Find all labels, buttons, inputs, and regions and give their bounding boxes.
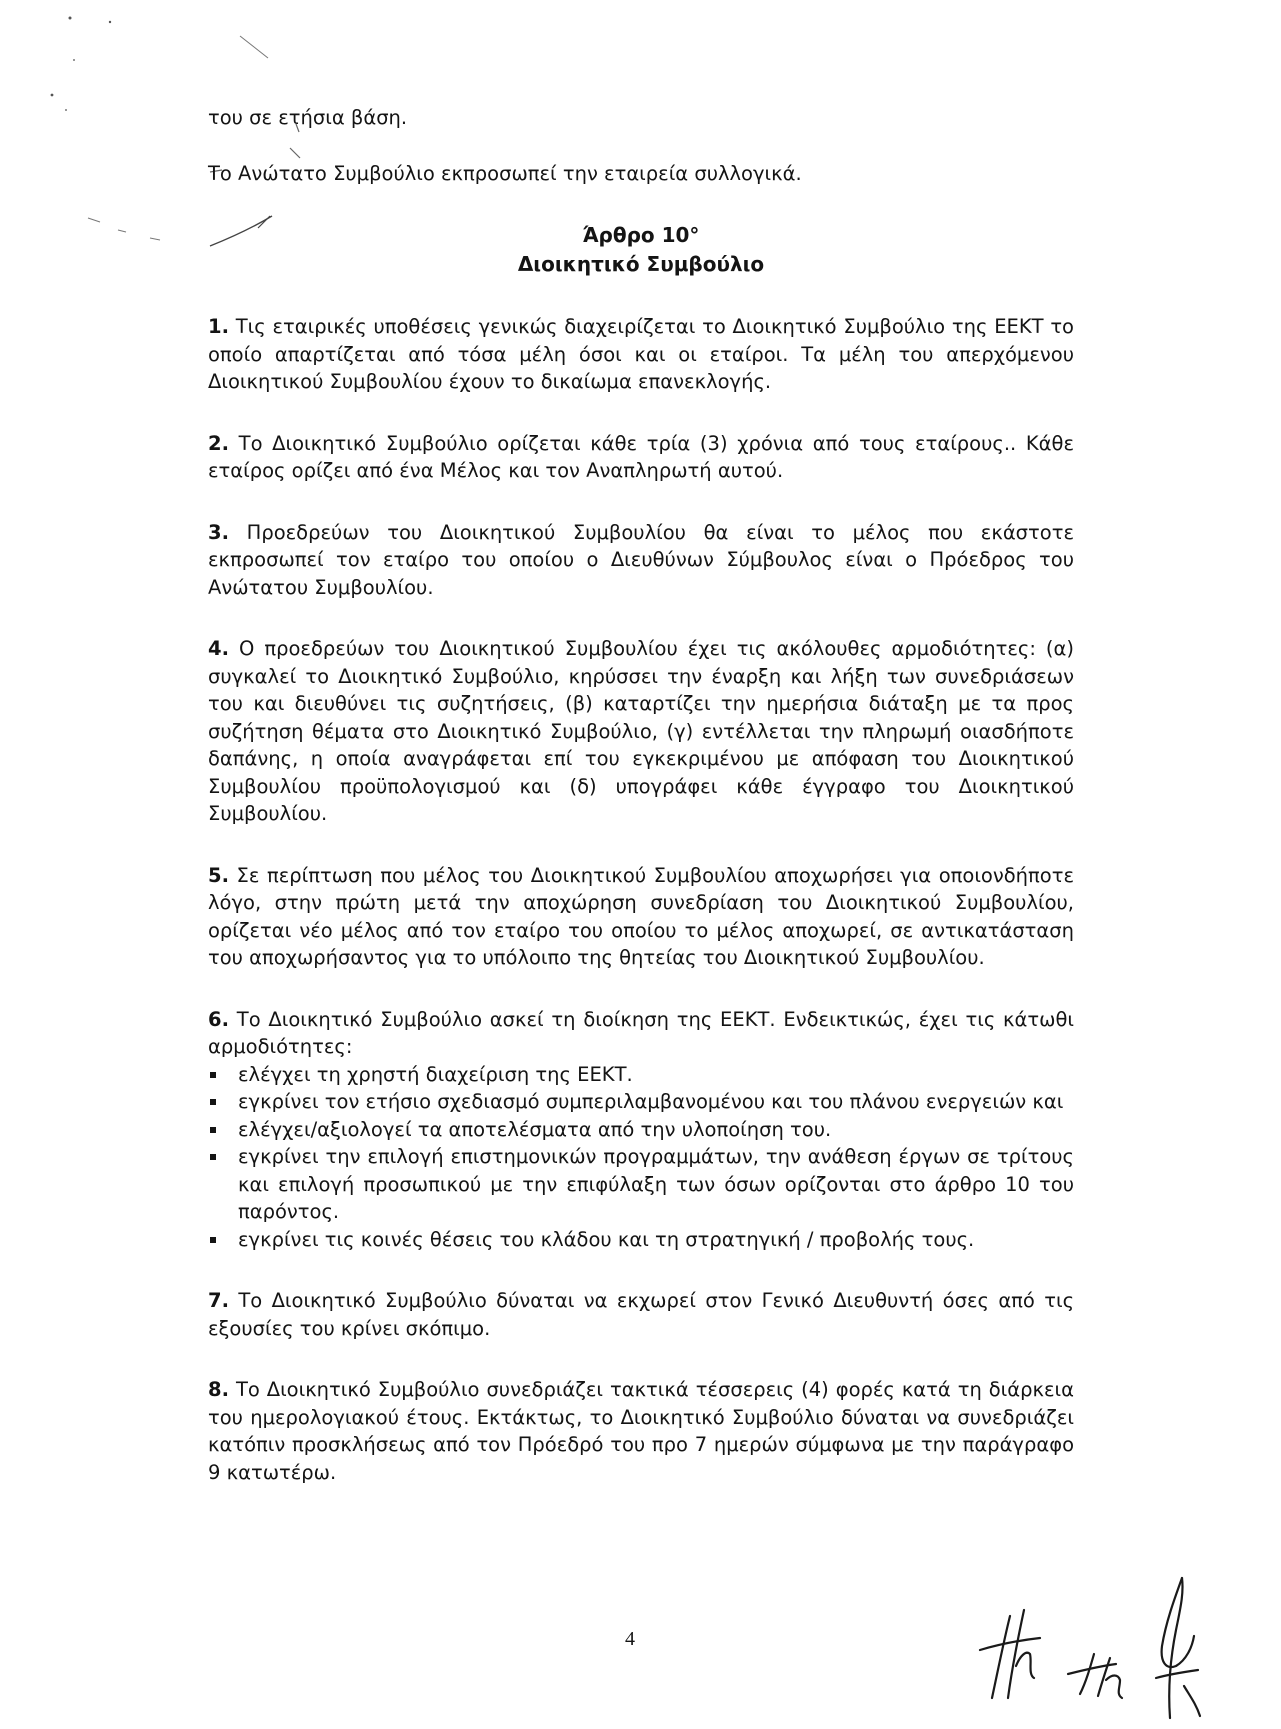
paragraph-text: Τις εταιρικές υποθέσεις γενικώς διαχειρίζεται το Διοικητικό Συμβούλιο της ΕΕΚΤ το οποίο απαρτίζεται από τόσα μέλη όσοι και οι εταίροι. Τα μέλη του απερχόμενου Διοικητικού Συμβουλίου έχουν το δικαίωμα επανεκλογής.	[208, 315, 1074, 393]
paragraph-1	[208, 313, 1074, 396]
article-heading	[208, 221, 1074, 279]
paragraph-2	[208, 430, 1074, 485]
paragraph-3	[208, 519, 1074, 602]
article-number: Άρθρο 10°	[582, 223, 700, 247]
list-item: εγκρίνει τον ετήσιο σχεδιασμό συμπεριλαμβανομένου και του πλάνου ενεργειών και	[208, 1088, 1074, 1116]
list-item: ελέγχει τη χρηστή διαχείριση της ΕΕΚΤ.	[208, 1061, 1074, 1089]
paragraph-number: 1.	[208, 315, 229, 338]
intro-line: Το Ανώτατο Συμβούλιο εκπροσωπεί την εταιρεία συλλογικά.	[208, 161, 802, 185]
paragraph-number: 4.	[208, 637, 229, 660]
paragraph-5	[208, 862, 1074, 972]
paragraph-number: 5.	[208, 863, 229, 887]
paragraph-text: Το Διοικητικό Συμβούλιο ασκεί τη διοίκηση της ΕΕΚΤ. Ενδεικτικώς, έχει τις κάτωθι αρμοδιότητες:	[208, 1007, 1074, 1058]
paragraph-number: 6.	[208, 1007, 229, 1031]
paragraph-number: 3.	[208, 520, 229, 544]
paragraph-text: Το Διοικητικό Συμβούλιο ορίζεται κάθε τρία (3) χρόνια από τους εταίρους.. Κάθε εταίρος ορίζει από ένα Μέλος και τον Αναπληρωτή αυτού.	[208, 431, 1074, 482]
paragraph-8	[208, 1376, 1074, 1486]
paragraph-6	[208, 1006, 1074, 1061]
list-item: εγκρίνει την επιλογή επιστημονικών προγραμμάτων, την ανάθεση έργων σε τρίτους και επιλογή προσωπικού με την επιφύλαξη των όσων ορίζονται στο άρθρο 10 του παρόντος.	[208, 1143, 1074, 1226]
paragraph-text: Προεδρεύων του Διοικητικού Συμβουλίου θα είναι το μέλος που εκάστοτε εκπροσωπεί τον εταίρο του οποίου ο Διευθύνων Σύμβουλος είναι ο Πρόεδρος του Ανώτατου Συμβουλίου.	[208, 520, 1074, 599]
list-item: εγκρίνει τις κοινές θέσεις του κλάδου και τη στρατηγική / προβολής τους.	[208, 1226, 1074, 1254]
paragraph-number: 7.	[208, 1289, 229, 1312]
list-item: ελέγχει/αξιολογεί τα αποτελέσματα από την υλοποίηση του.	[208, 1116, 1074, 1144]
paragraph-4	[208, 635, 1074, 828]
handwritten-initials	[970, 1570, 1230, 1720]
page-number: 4	[625, 1628, 635, 1650]
article-title: Διοικητικό Συμβούλιο	[517, 252, 765, 276]
paragraph-text: Σε περίπτωση που μέλος του Διοικητικού Συμβουλίου αποχωρήσει για οποιονδήποτε λόγο, στην πρώτη μετά την αποχώρηση συνεδρίαση του Διοικητικού Συμβουλίου, ορίζεται νέο μέλος από τον εταίρο του οποίου το μέλος αποχωρεί, σε αντικατάσταση του αποχωρήσαντος για το υπόλοιπο της θητείας του Διοικητικού Συμβουλίου.	[208, 863, 1074, 969]
paragraph-text: Το Διοικητικό Συμβούλιο συνεδριάζει τακτικά τέσσερεις (4) φορές κατά τη διάρκεια του ημερολογιακού έτους. Εκτάκτως, το Διοικητικό Συμβούλιο δύναται να συνεδριάζει κατόπιν προσκλήσεως από τον Πρόεδρό του προ 7 ημερών σύμφωνα με την παράγραφο 9 κατωτέρω.	[208, 1378, 1074, 1484]
paragraph-number: 8.	[208, 1378, 229, 1401]
paragraph-text: Το Διοικητικό Συμβούλιο δύναται να εκχωρεί στον Γενικό Διευθυντή όσες από τις εξουσίες του κρίνει σκόπιμο.	[208, 1289, 1075, 1340]
paragraph-text: Ο προεδρεύων του Διοικητικού Συμβουλίου έχει τις ακόλουθες αρμοδιότητες: (α) συγκαλεί το Διοικητικό Συμβούλιο, κηρύσσει την έναρξη και λήξη των συνεδριάσεων του και διευθύνει τις συζητήσεις, (β) καταρτίζει την ημερήσια διάταξη με τα προς συζήτηση θέματα στο Διοικητικό Συμβούλιο, (γ) εντέλλεται την πληρωμή οιασδήποτε δαπάνης, η οποία αναγράφεται επί του εγκεκριμένου με απόφαση του Διοικητικού Συμβουλίου προϋπολογισμού και (δ) υπογράφει κάθε έγγραφο του Διοικητικού Συμβουλίου.	[208, 637, 1075, 825]
intro-line: του σε ετήσια βάση.	[208, 106, 408, 129]
document-body	[208, 104, 1074, 1486]
paragraph-7	[208, 1287, 1074, 1342]
competences-list	[208, 1061, 1074, 1254]
paragraph-number: 2.	[208, 431, 229, 455]
